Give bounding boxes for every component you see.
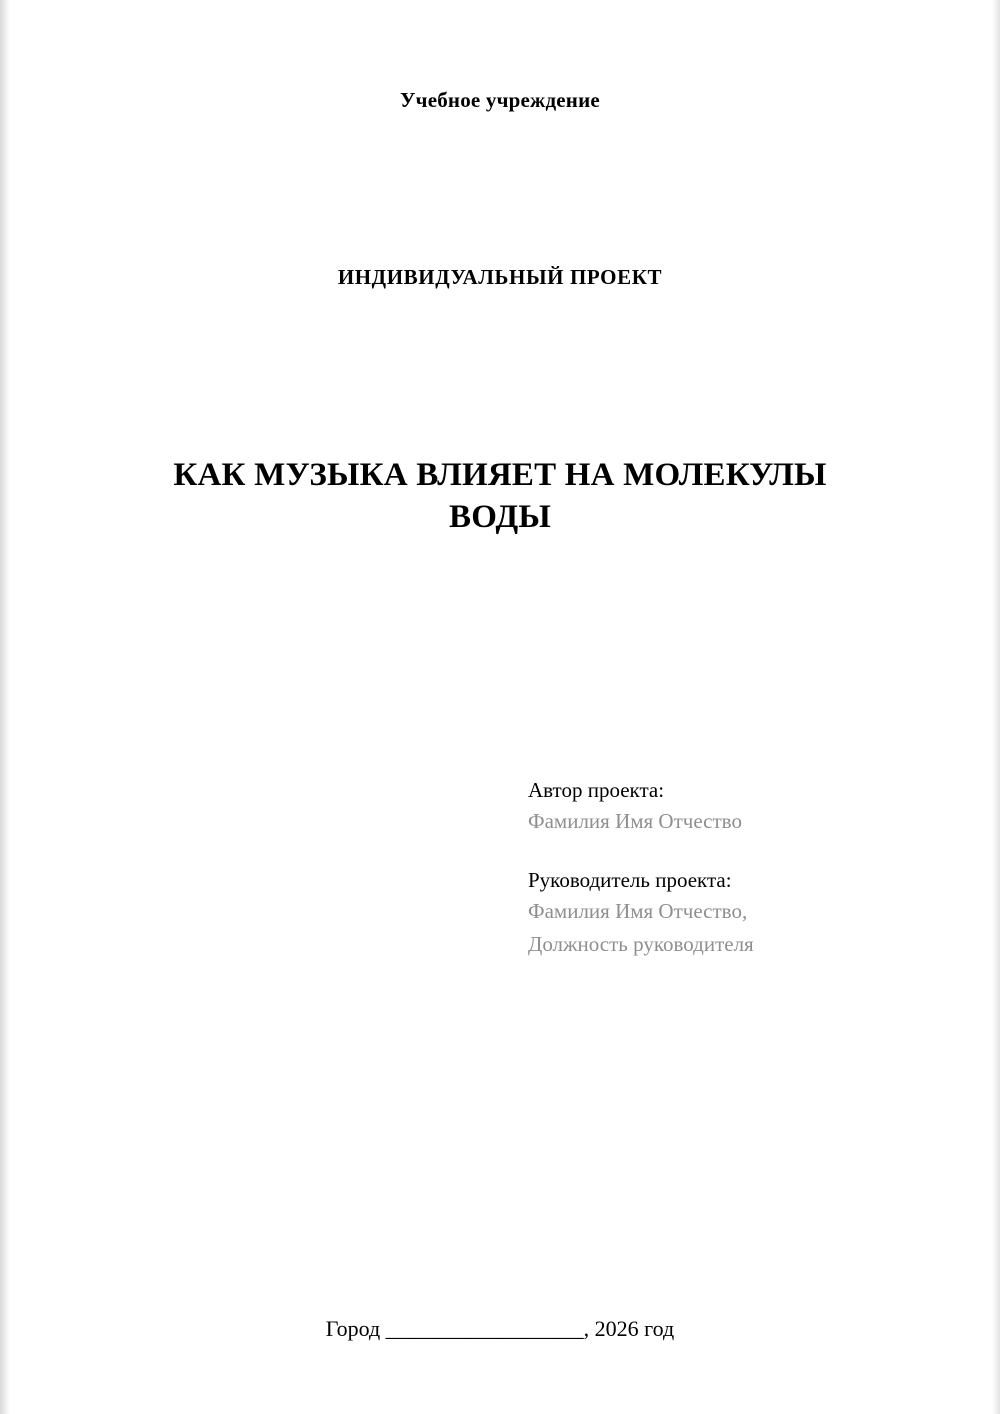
author-block (528, 780, 928, 832)
supervisor-label: Руководитель проекта: (528, 868, 732, 892)
credits-section (528, 780, 928, 961)
city-year-footer: Город __________________, 2026 год (325, 1316, 675, 1341)
page-title: КАК МУЗЫКА ВЛИЯЕТ НА МОЛЕКУЛЫ ВОДЫ (173, 457, 827, 536)
supervisor-name-value: Фамилия Имя Отчество, (528, 899, 748, 923)
institution-name: Учебное учреждение (400, 88, 600, 112)
author-value: Фамилия Имя Отчество (528, 809, 742, 833)
author-label: Автор проекта: (528, 778, 665, 802)
document-type: ИНДИВИДУАЛЬНЫЙ ПРОЕКТ (337, 265, 663, 289)
supervisor-position-value: Должность руководителя (528, 932, 754, 956)
supervisor-block (528, 870, 928, 955)
